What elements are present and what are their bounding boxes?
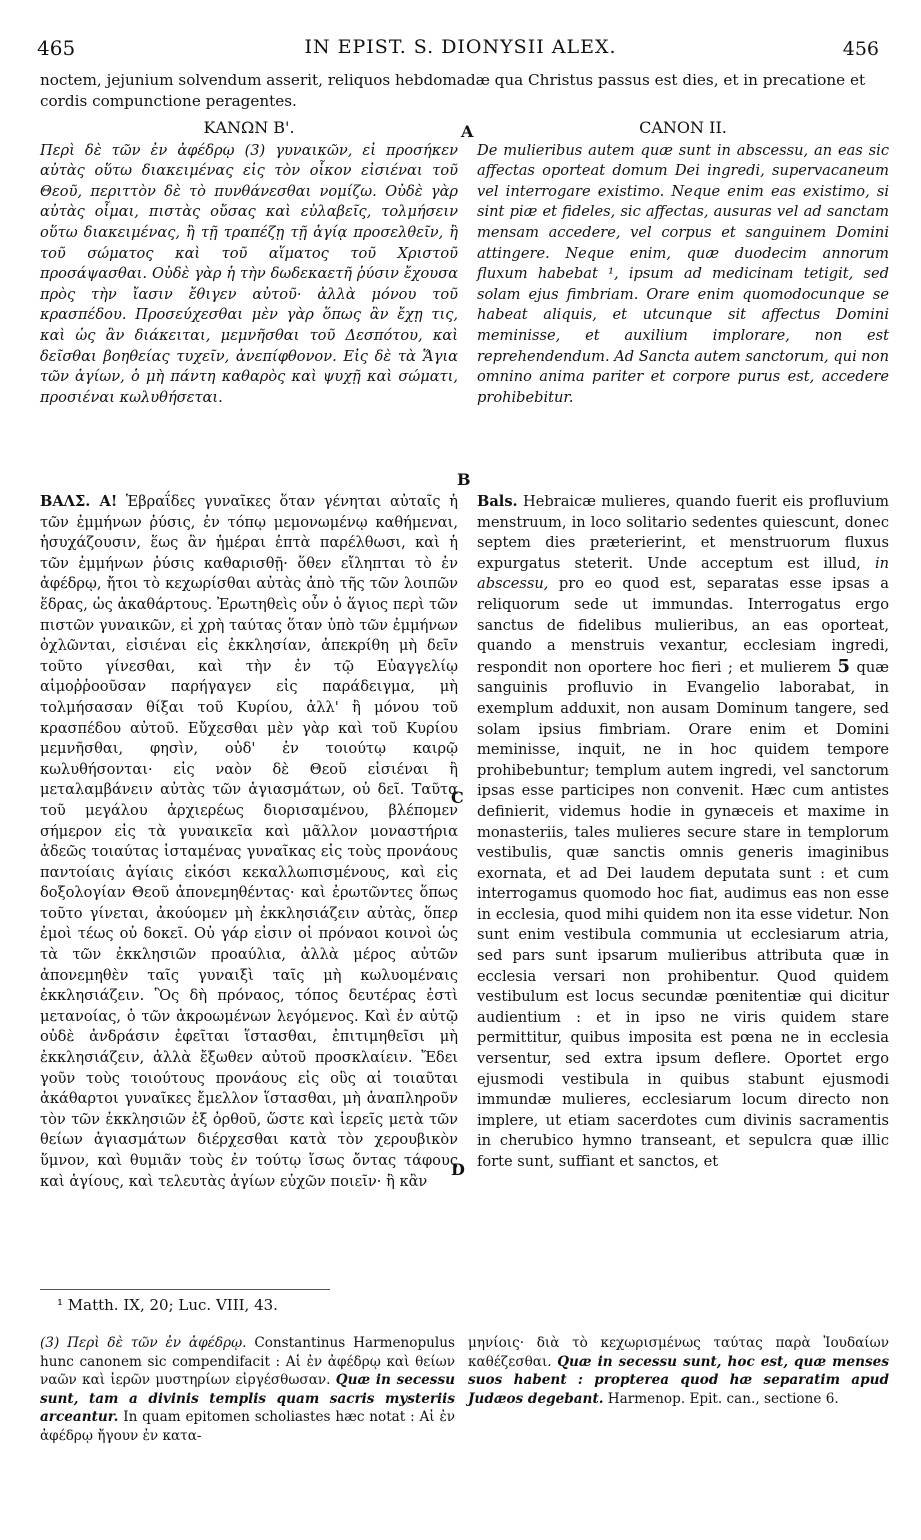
note-left [40,1334,455,1445]
running-title: IN EPIST. S. DIONYSII ALEX. [304,36,617,58]
commentary-latin-italic: in abscessu, [477,554,890,593]
canon-latin-text: De mulieribus autem quæ sunt in abscessu, an eas sic affectas oporteat domum Dei ingredi, supervacaneum vel interrogare existimo. Neque enim eas existimo, si sint piæ et fideles, sic affectas, ausuras vel ad sanctam mensam accedere, vel corpus et sanguinem Domini attingere. Neque enim, quæ duodecim annorum fluxum habebat ¹, ipsum ad medicinam tetigit, sed solam ejus fimbriam. Orare enim quomodocunque se habeat aliquis, et utcunque sit affectus Domini meminisse, et auxilium implorare, non est reprehendendum. Ad Sancta autem sanctorum, qui non omnino anima pariter et corpore purus est, accedere prohibebitur. [477,141,889,406]
page-number-left: 465 [37,36,76,60]
margin-letter-c: C [451,788,464,807]
intro-text: noctem, jejunium solvendum asserit, reliquos hebdomadæ qua Christus passus est dies, et in precatione et cordis compunctione peragentes. [40,71,866,110]
commentary-latin [477,492,889,1173]
commentary-greek [40,492,458,1192]
margin-letter-d: D [451,1160,465,1179]
note-left-tail: In quam epitomen scholiastes hæc notat : Αἱ ἐν ἀφέδρῳ ἤγουν ἐν κατα- [40,1409,455,1444]
canon-greek-text: Περὶ δὲ τῶν ἐν ἀφέδρῳ (3) γυναικῶν, εἰ προσήκεν αὐτὰς οὕτω διακειμένας εἰς τὸν οἶκον εἰσιέναι τοῦ Θεοῦ, περιττὸν δὲ τὸ πυνθάνεσθαι νομίζω. Οὐδὲ γὰρ αὐτὰς οἶμαι, πιστὰς οὔσας καὶ εὐλαβεῖς, τολμήσειν οὕτω διακειμένας, ἢ τῇ τραπέζῃ τῇ ἁγίᾳ προσελθεῖν, ἢ τοῦ σώματος καὶ τοῦ αἵματος τοῦ Χριστοῦ προσάψασθαι. Οὐδὲ γὰρ ἡ τὴν δωδεκαετῆ ῥύσιν ἔχουσα πρὸς τὴν ἴασιν ἔθιγεν αὐτοῦ· ἀλλὰ μόνου τοῦ κρασπέδου. Προσεύχεσθαι μὲν γὰρ ὅπως ἂν ἔχῃ τις, καὶ ὡς ἂν διάκειται, μεμνῆσθαι τοῦ Δεσπότου, καὶ δεῖσθαι βοηθείας τυχεῖν, ἀνεπίφθονον. Εἰς δὲ τὰ Ἅγια τῶν ἁγίων, ὁ μὴ πάντη καθαρὸς καὶ ψυχῇ καὶ σώματι, προσιέναι κωλυθήσεται. [40,141,458,406]
note-right-tail: Harmenop. Epit. can., sectione 6. [607,1390,839,1407]
note-left-italic: Quæ in secessu sunt, tam a divinis templis quam sacris mysteriis arceantur. [40,1372,455,1425]
footnote-rule [40,1289,330,1290]
column-number: 5 [837,655,851,677]
running-header [0,34,921,68]
canon-latin [477,118,889,408]
note-right-text: μηνίοις· διὰ τὸ κεχωρισμένως ταύτας παρὰ Ἰουδαίων καθέζεσθαι. [468,1335,889,1370]
commentary-latin-text-c: quæ sanguinis profluvio in Evangelio laborabat, in exemplum adduxit, non ausam Dominum tangere, sed solam ipsius fimbriam. Orare enim et Domini meminisse, inquit, ne in hoc quidem tempore prohibebuntur; templum autem ingredi, vel sanctorum ipsas esse participes non convenit. Hæc cum antistes definierit, videmus hodie in gynæceis et maxime in monasteriis, tales mulieres secure stare in templorum vestibulis, quæ sanctis omnis generis imaginibus exornata, et ad Dei laudem deputata sunt : et cum interrogamus quomodo hoc fiat, audimus eas non esse in ecclesia, quod mihi quidem non ita esse videtur. Non sunt enim vestibula communia ut ecclesiarum atria, sed pars sunt ipsarum mulieribus attributa quæ in ecclesia versari non prohibentur. Quod quidem vestibulum est locus secundæ pœnitentiæ qui dicitur audientium : et in ipso ne viris quidem stare permittitur, quibus imposita est pœna ne in ecclesia versentur, sed extra ipsum deflere. Oportet ergo ejusmodi vestibula in quibus stabunt ejusmodi immundæ mulieres, ecclesiarum locum directo non implere, ut etiam sacerdotes cum divinis sacramentis in cherubico hymno transeant, et sepulcra quæ illic forte sunt, suffiant et sanctos, et [477,658,890,1170]
commentary-latin-lead: Bals. [477,493,518,510]
canon-latin-heading: CANON II. [639,118,727,137]
note-right [468,1334,889,1408]
margin-letter-a: A [461,122,474,141]
note-left-text: Constantinus Harmenopulus hunc canonem sic compendifacit : Αἱ ἐν ἀφέδρῳ καὶ θείων ναῶν καὶ ἱερῶν μυστηρίων εἰργέσθωσαν. [40,1335,455,1388]
commentary-latin-text-a: Hebraicæ mulieres, quando fuerit eis profluvium menstruum, in loco solitario sedentes quiescunt, donec septem dies præterierint, et menstruorum fluxus expurgatus steterit. Unde acceptum est illud, [477,493,890,572]
commentary-latin-text-b: pro eo quod est, separatas esse ipsas a reliquorum sede ut immundas. Interrogatus ergo sanctus de fidelibus mulieribus, an eas oporteat, quando a menstruis vexantur, ecclesiam ingredi, respondit non oportere hoc fieri ; et mulierem [477,575,889,676]
commentary-greek-lead: ΒΑΛΣ. Α! [40,493,118,510]
footnote: ¹ Matth. IX, 20; Luc. VIII, 43. [57,1296,278,1314]
note-left-lead: (3) Περὶ δὲ τῶν ἐν ἀφέδρῳ. [40,1335,247,1351]
commentary-greek-text: Ἑβραΐδες γυναῖκες ὅταν γένηται αὐταῖς ἡ τῶν ἐμμήνων ῥύσις, ἐν τόπῳ μεμονωμένῳ καθήμεναι, ἡσυχάζουσιν, ἕως ἂν ἡμέραι ἑπτὰ παρέλθωσι, καὶ ἡ τῶν ἐμμήνων ῥύσις καθαρισθῇ· ὅθεν εἴληπται τὸ ἐν ἀφέδρῳ, ἤτοι τὸ κεχωρίσθαι αὐτὰς ἀπὸ τῆς τῶν λοιπῶν ἕδρας, ὡς ἀκαθάρτους. Ἐρωτηθεὶς οὖν ὁ ἅγιος περὶ τῶν πιστῶν γυναικῶν, εἰ χρὴ ταύτας ὅταν ὑπὸ τῶν ἐμμήνων ὀχλῶνται, εἰσιέναι εἰς ἐκκλησίαν, ἀπεκρίθη μὴ δεῖν τοῦτο γίνεσθαι, καὶ τὴν ἐν τῷ Εὐαγγελίῳ αἱμοῤῥοοῦσαν παρήγαγεν εἰς παράδειγμα, μὴ τολμήσασαν θίξαι τοῦ Κυρίου, ἀλλ' ἢ μόνου τοῦ κρασπέδου αὐτοῦ. Εὔχεσθαι μὲν γὰρ καὶ τοῦ Κυρίου μεμνῆσθαι, φησὶν, οὐδ' ἐν τοιούτῳ καιρῷ κωλυθήσονται· εἰς ναὸν δὲ Θεοῦ εἰσιέναι ἢ μεταλαμβάνειν αὐτὰς τῶν ἁγιασμάτων, οὐ δεῖ. Ταῦτα τοῦ μεγάλου ἀρχιερέως διορισαμένου, βλέπομεν σήμερον εἰς τὰ γυναικεῖα καὶ μᾶλλον μοναστήρια ἀδεῶς τοιαύτας ἱσταμένας γυναῖκας εἰς τοὺς προνάους παντοίαις ἁγίαις εἰκόσι κεκαλλωπισμένους, καὶ εἰς δοξολογίαν Θεοῦ ἀπονεμηθέντας· καὶ ἐρωτῶντες ὅπως τοῦτο γίνεται, ἀκούομεν μὴ ἐκκλησιάζειν αὐτὰς, ὅπερ ἐμοὶ τέως οὐ δοκεῖ. Οὐ γάρ εἰσιν οἱ πρόναοι κοινοὶ ὡς τὰ τῶν ἐκκλησιῶν προαύλια, ἀλλὰ μέρος αὐτῶν ἀπονεμηθὲν ταῖς γυναιξὶ ταῖς μὴ κωλυομέναις ἐκκλησιάζειν. Ὃς δὴ πρόναος, τόπος δευτέρας ἐστὶ μετανοίας, ὁ τῶν ἀκροωμένων λεγόμενος. Καὶ ἐν αὐτῷ οὐδὲ ἀνδράσιν ἐφεῖται ἵστασθαι, ἐπιτιμηθεῖσι μὴ ἐκκλησιάζειν, ἀλλὰ ἔξωθεν αὐτοῦ προσκλαίειν. Ἔδει γοῦν τοὺς τοιούτους προνάους εἰς οὓς αἱ τοιαῦται ἀκάθαρτοι γυναῖκες ἔμελλον ἵστασθαι, μὴ ἀναπληροῦν τὸν τῶν ἐκκλησιῶν ἐξ ὀρθοῦ, ὥστε καὶ ἱερεῖς μετὰ τῶν θείων ἁγιασμάτων διέρχεσθαι κατὰ τὸν χερουβικὸν ὕμνον, καὶ θυμιᾶν τοὺς ἐν τούτῳ ἴσως ὄντας τάφους καὶ ἁγίους, καὶ τελευτὰς ἁγίων εὐχῶν ποιεῖν· ἢ κἂν [40,493,459,1190]
margin-letter-b: B [457,470,471,489]
page-number-right: 456 [842,38,879,60]
canon-greek [40,118,458,408]
note-right-italic: Quæ in secessu sunt, hoc est, quæ menses suos habent : propterea quod hæ separatim apud Judæos degebant. [468,1353,889,1407]
canon-greek-heading: ΚΑΝΩΝ Β'. [203,118,295,137]
